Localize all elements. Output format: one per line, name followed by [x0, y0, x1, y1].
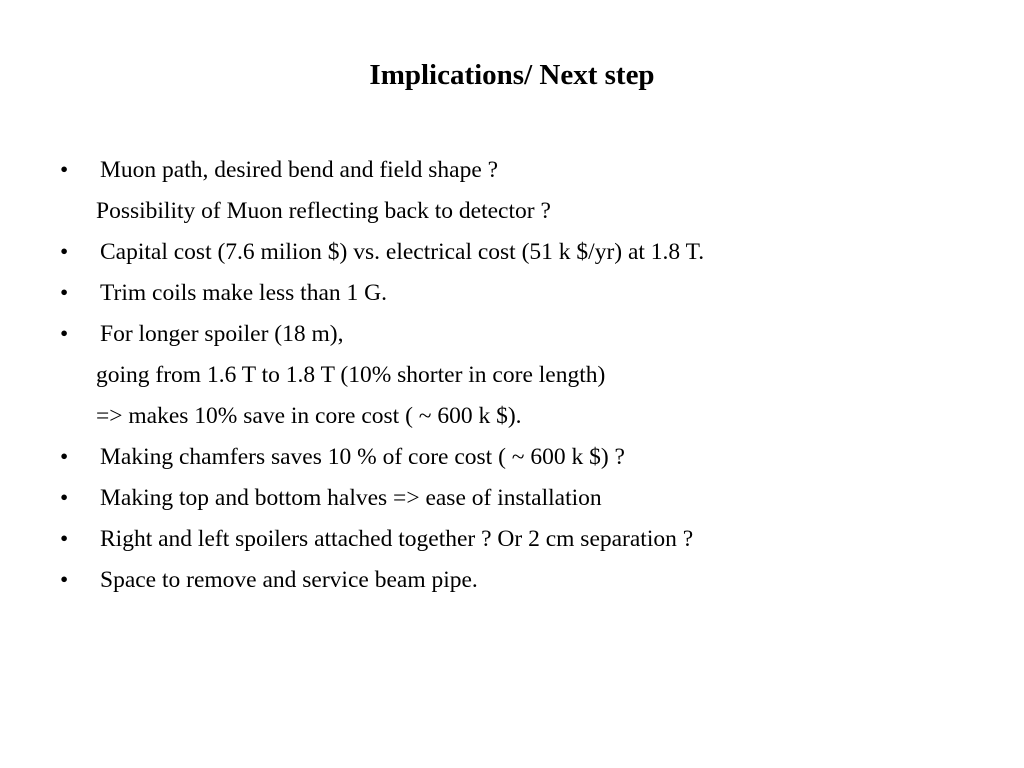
- sub-item: [0, 355, 1024, 396]
- bullet-icon: •: [60, 239, 69, 265]
- bullet-icon: •: [60, 280, 69, 306]
- bullet-item: [0, 273, 1024, 314]
- bullet-text: Trim coils make less than 1 G.: [100, 280, 387, 306]
- bullet-item: [0, 232, 1024, 273]
- bullet-item: [0, 150, 1024, 191]
- sub-text: going from 1.6 T to 1.8 T (10% shorter in core length): [96, 362, 606, 388]
- sub-text: Possibility of Muon reflecting back to detector ?: [96, 198, 551, 224]
- bullet-text: For longer spoiler (18 m),: [100, 321, 344, 347]
- bullet-item: [0, 478, 1024, 519]
- bullet-item: [0, 437, 1024, 478]
- bullet-text: Right and left spoilers attached together ? Or 2 cm separation ?: [100, 526, 694, 552]
- sub-item: [0, 191, 1024, 232]
- bullet-list: [0, 150, 1024, 601]
- bullet-icon: •: [60, 485, 69, 511]
- bullet-text: Muon path, desired bend and field shape ?: [100, 157, 499, 183]
- bullet-item: [0, 519, 1024, 560]
- sub-item: [0, 396, 1024, 437]
- sub-text: => makes 10% save in core cost ( ~ 600 k $).: [96, 403, 522, 429]
- slide-title: Implications/ Next step: [369, 59, 655, 91]
- bullet-icon: •: [60, 526, 69, 552]
- bullet-text: Space to remove and service beam pipe.: [100, 567, 478, 593]
- bullet-item: [0, 314, 1024, 355]
- bullet-text: Making chamfers saves 10 % of core cost ( ~ 600 k $) ?: [100, 444, 625, 470]
- bullet-icon: •: [60, 157, 69, 183]
- bullet-icon: •: [60, 444, 69, 470]
- bullet-icon: •: [60, 567, 69, 593]
- bullet-text: Making top and bottom halves => ease of installation: [100, 485, 602, 511]
- bullet-item: [0, 560, 1024, 601]
- bullet-text: Capital cost (7.6 milion $) vs. electrical cost (51 k $/yr) at 1.8 T.: [100, 239, 705, 265]
- bullet-icon: •: [60, 321, 69, 347]
